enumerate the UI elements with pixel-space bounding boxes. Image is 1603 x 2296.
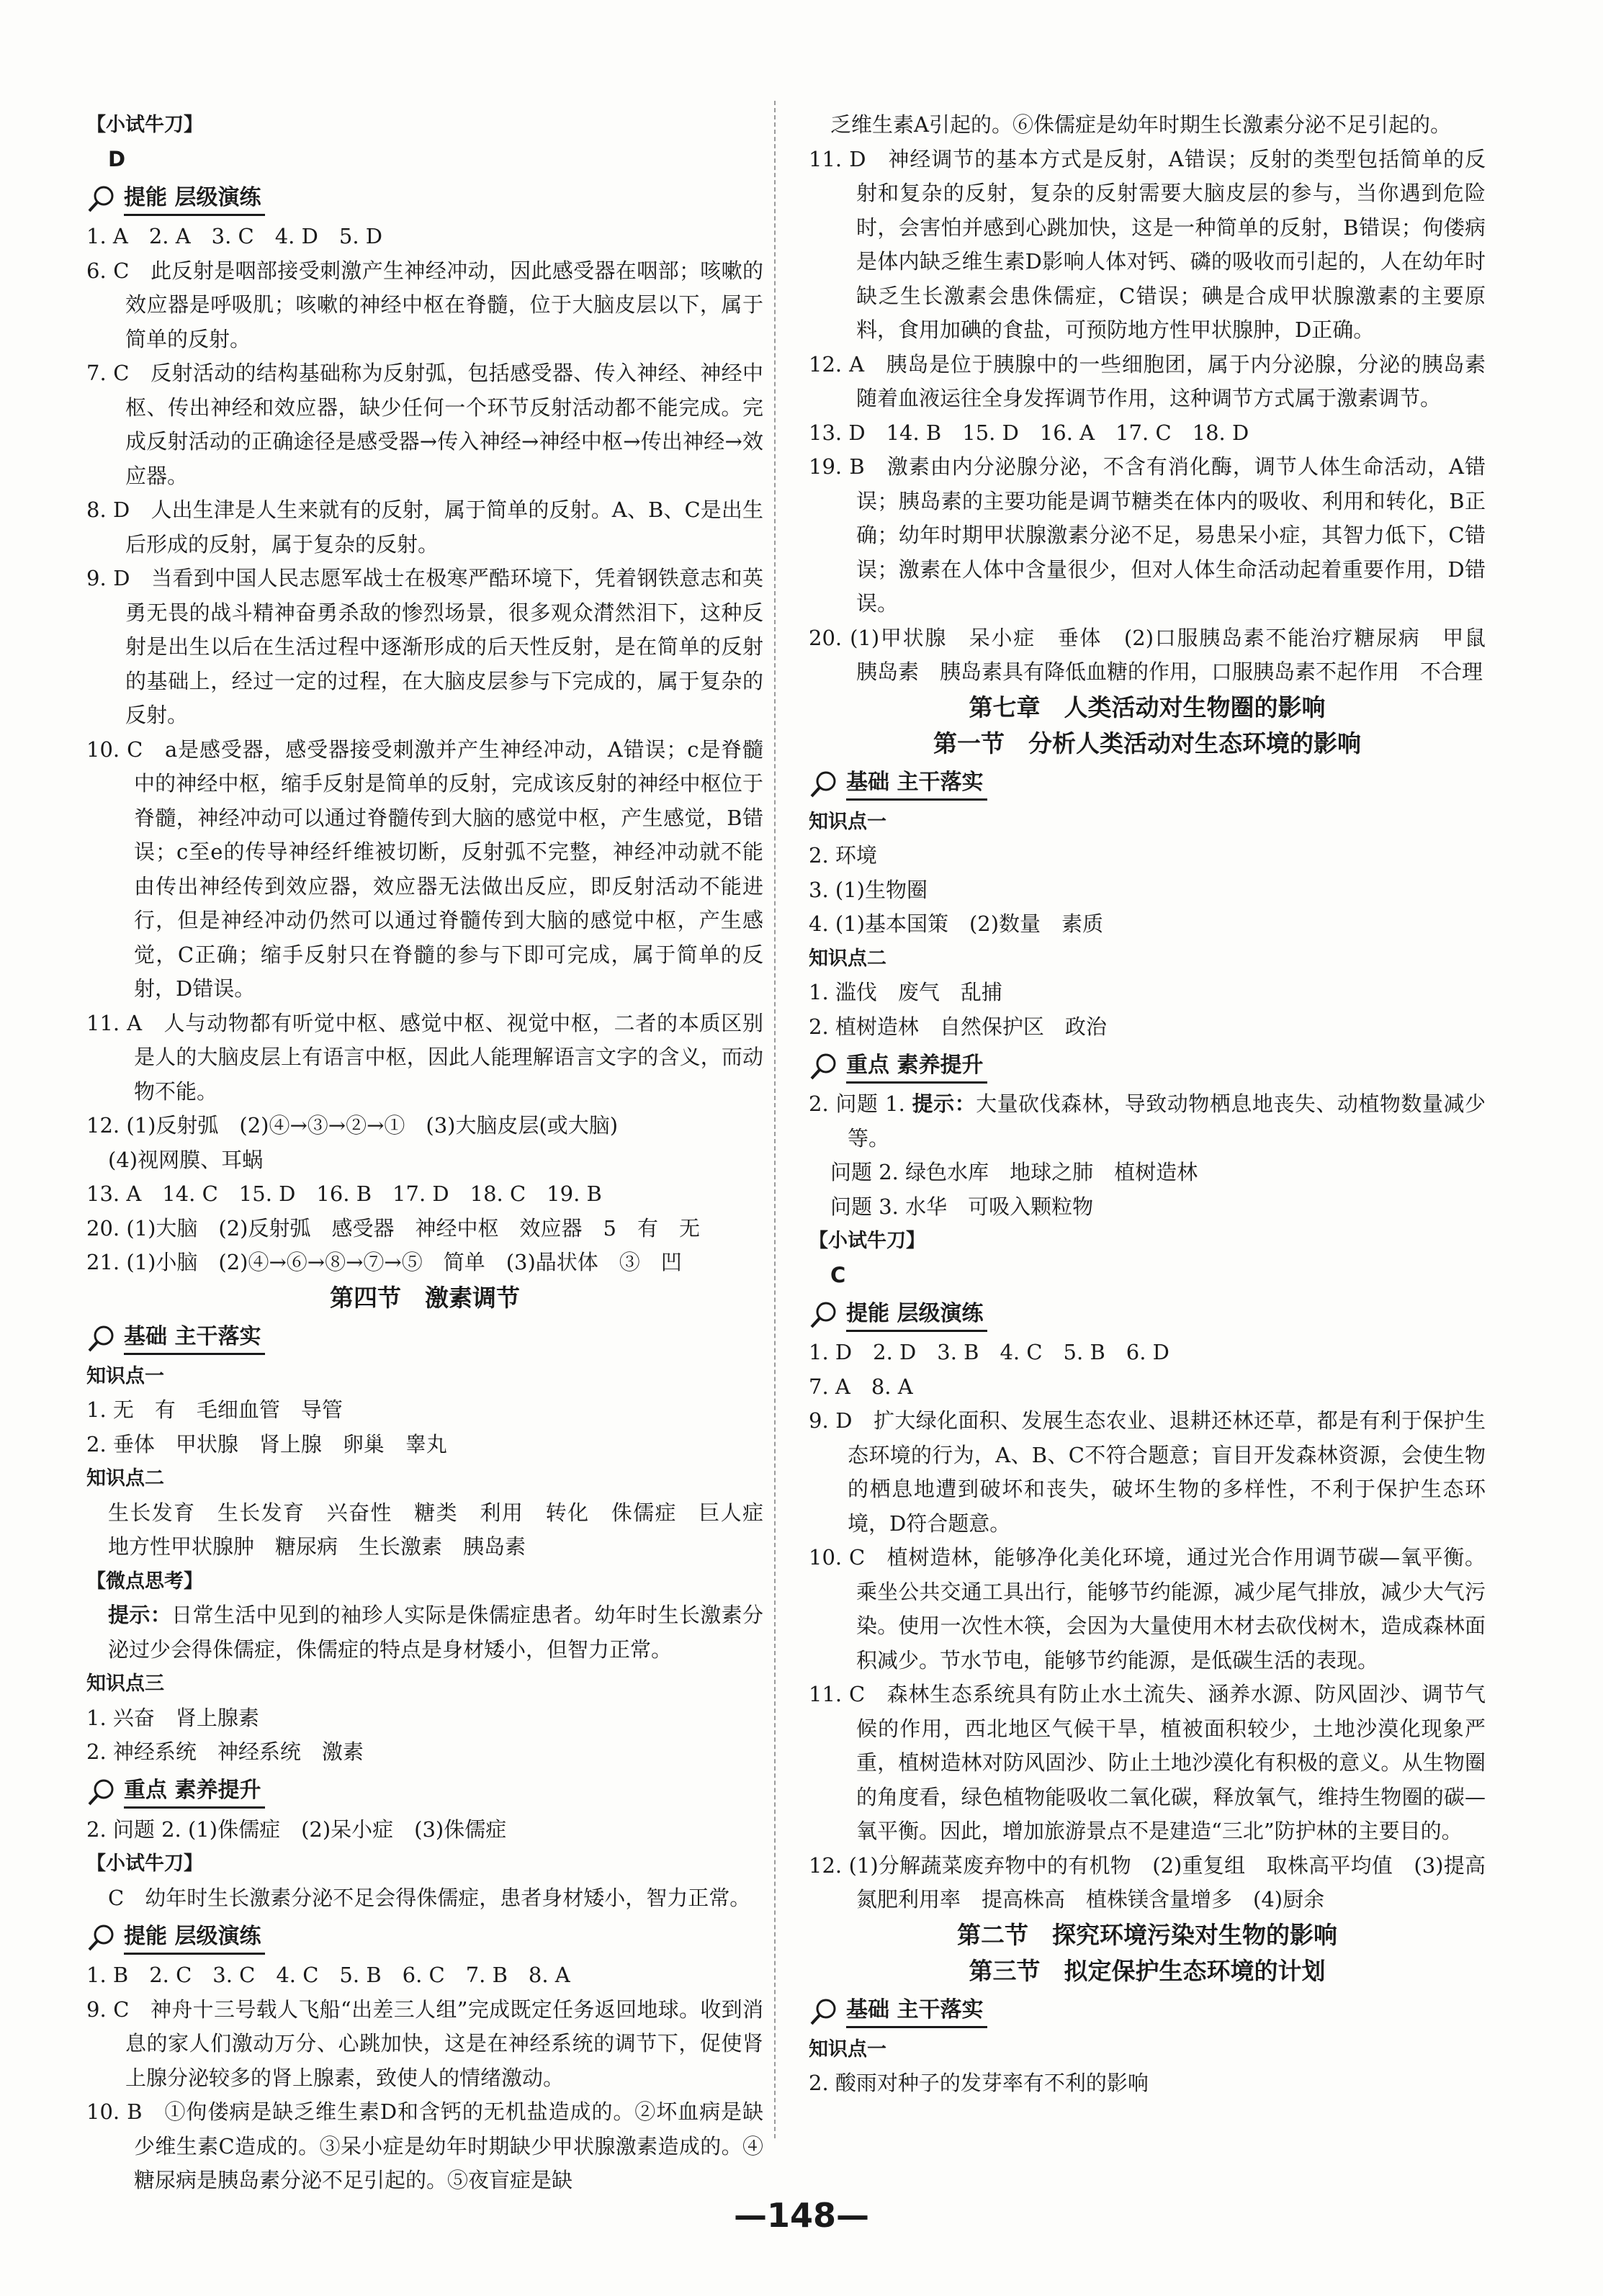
section-title: 基础 主干落实 bbox=[846, 767, 987, 801]
practice-label: 【小试牛刀】 bbox=[809, 1230, 925, 1252]
section-header bbox=[809, 1992, 1486, 2031]
section-title: 重点 素养提升 bbox=[124, 1775, 265, 1809]
hint-body: 日常生活中见到的袖珍人实际是侏儒症患者。幼年时生长激素分泌过少会得侏儒症，侏儒症的特点是身材矮小，但智力正常。 bbox=[108, 1603, 763, 1662]
answer-item: 19. B 激素由内分泌腺分泌，不含有消化酶，调节人体生命活动，A错误；胰岛素的主要功能是调节糖类在体内的吸收、利用和转化，B正确；幼年时期甲状腺激素分泌不足，易患呆小症，其智力低下，C错误；激素在人体中含量很少，但对人体生命活动起着重要作用，D错误。 bbox=[809, 454, 1486, 616]
magnifier-icon bbox=[86, 1323, 120, 1354]
answer-line: 1. 无 有 毛细血管 导管 bbox=[86, 1397, 343, 1422]
section-title: 提能 层级演练 bbox=[124, 182, 265, 216]
answer-item: 21. (1)小脑 (2)④→⑥→⑧→⑦→⑤ 简单 (3)晶状体 ③ 凹 bbox=[86, 1250, 682, 1274]
magnifier-icon bbox=[86, 184, 120, 214]
answer-item: 20. (1)大脑 (2)反射弧 感受器 神经中枢 效应器 5 有 无 bbox=[86, 1215, 700, 1241]
magnifier-icon bbox=[809, 1996, 842, 2027]
answer-line: 1. 滥伐 废气 乱捕 bbox=[809, 980, 1002, 1004]
magnifier-icon bbox=[809, 769, 842, 799]
answer-line: 2. 酸雨对种子的发芽率有不利的影响 bbox=[809, 2071, 1149, 2095]
answer-item: 7. C 反射活动的结构基础称为反射弧，包括感受器、传入神经、神经中枢、传出神经和效应器，缺少任何一个环节反射活动都不能完成。完成反射活动的正确途径是感受器→传入神经→神经中枢→传出神经→效应器。 bbox=[86, 361, 763, 488]
answer-line: 1. D 2. D 3. B 4. C 5. B 6. D bbox=[809, 1340, 1169, 1364]
answer-line: 1. 兴奋 肾上腺素 bbox=[86, 1705, 259, 1730]
hint-body: 大量砍伐森林，导致动物栖息地丧失、动植物数量减少等。 bbox=[848, 1091, 1486, 1151]
answer-line: 2. 植树造林 自然保护区 政治 bbox=[809, 1014, 1107, 1039]
magnifier-icon bbox=[809, 1051, 842, 1081]
answer-item bbox=[809, 1087, 1486, 1156]
column-divider bbox=[774, 101, 776, 2138]
answer-item: 12. A 胰岛是位于胰腺中的一些细胞团，属于内分泌腺，分泌的胰岛素随着血液运往全身发挥调节作用，这种调节方式属于激素调节。 bbox=[809, 351, 1486, 410]
answer-line: C 幼年时生长激素分泌不足会得侏儒症，患者身材矮小，智力正常。 bbox=[108, 1885, 751, 1910]
answer-line: 问题 3. 水华 可吸入颗粒物 bbox=[830, 1194, 1094, 1219]
answer-item: 9. C 神舟十三号载人飞船“出差三人组”完成既定任务返回地球。收到消息的家人们激动万分、心跳加快，这是在神经系统的调节下，促使肾上腺分泌较多的肾上腺素，致使人的情绪激动。 bbox=[86, 1996, 763, 2090]
answer-item: 11. A 人与动物都有听觉中枢、感觉中枢、视觉中枢，二者的本质区别是人的大脑皮层上有语言中枢，因此人能理解语言文字的含义，而动物不能。 bbox=[86, 1010, 763, 1104]
knowledge-point: 知识点一 bbox=[809, 2038, 886, 2061]
section-title: 基础 主干落实 bbox=[124, 1321, 265, 1355]
answer-line: 13. A 14. C 15. D 16. B 17. D 18. C 19. B bbox=[86, 1181, 602, 1206]
section-title: 重点 素养提升 bbox=[846, 1050, 987, 1084]
knowledge-point: 知识点二 bbox=[809, 947, 886, 970]
answer-item: 10. C a是感受器，感受器接受刺激并产生神经冲动，A错误；c是脊髓中的神经中枢，缩手反射是简单的反射，完成该反射的神经中枢位于脊髓，神经冲动可以通过脊髓传到大脑的感觉中枢，产生感觉，B错误；c至e的传导神经纤维被切断，反射弧不完整，神经冲动就不能由传出神经传到效应器，效应器无法做出反应，即反射活动不能进行，但是神经冲动仍然可以通过脊髓传到大脑的感觉中枢，产生感觉，C正确；缩手反射只在脊髓的参与下即可完成，属于简单的反射，D错误。 bbox=[86, 737, 763, 1001]
right-column bbox=[809, 108, 1507, 2101]
question-label: 2. 问题 1. bbox=[809, 1091, 912, 1116]
knowledge-point: 知识点一 bbox=[809, 810, 886, 833]
answer-item: 12. (1)分解蔬菜废弃物中的有机物 (2)重复组 取株高平均值 (3)提高氮肥利用率 提高株高 植株镁含量增多 (4)厨余 bbox=[809, 1852, 1486, 1912]
answer-item: 9. D 当看到中国人民志愿军战士在极寒严酷环境下，凭着钢铁意志和英勇无畏的战斗精神奋勇杀敌的惨烈场景，很多观众潸然泪下，这种反射是出生以后在生活过程中逐渐形成的后天性反射，是在简单的反射的基础上，经过一定的过程，在大脑皮层参与下完成的，属于复杂的反射。 bbox=[86, 566, 763, 727]
answer-line: 2. 问题 2. (1)侏儒症 (2)呆小症 (3)侏儒症 bbox=[86, 1816, 507, 1842]
answer-line: 4. (1)基本国策 (2)数量 素质 bbox=[809, 911, 1104, 936]
magnifier-icon bbox=[86, 1777, 120, 1807]
section-title: 提能 层级演练 bbox=[846, 1298, 987, 1332]
section-header bbox=[86, 1773, 763, 1811]
answer-line: 2. 神经系统 神经系统 激素 bbox=[86, 1739, 364, 1764]
answer-line: 问题 2. 绿色水库 地球之肺 植树造林 bbox=[830, 1160, 1198, 1184]
answer-line: 乏维生素A引起的。⑥侏儒症是幼年时期生长激素分泌不足引起的。 bbox=[830, 112, 1451, 137]
answer: C bbox=[830, 1262, 846, 1287]
answer-item: 11. D 神经调节的基本方式是反射，A错误；反射的类型包括简单的反射和复杂的反射，复杂的反射需要大脑皮层的参与，当你遇到危险时，会害怕并感到心跳加快，这是一种简单的反射，B错误；佝偻病是体内缺乏维生素D影响人体对钙、磷的吸收而引起的，人在幼年时缺乏生长激素会患侏儒症，C错误；碘是合成甲状腺激素的主要原料，食用加碘的食盐，可预防地方性甲状腺肿，D正确。 bbox=[809, 146, 1486, 342]
answer-line: 2. 垂体 甲状腺 肾上腺 卵巢 睾丸 bbox=[86, 1431, 447, 1457]
hint-label: 提示： bbox=[912, 1091, 976, 1116]
answer-line: 7. A 8. A bbox=[809, 1374, 913, 1399]
answer-item: 11. C 森林生态系统具有防止水土流失、涵养水源、防风固沙、调节气候的作用，西北地区气候干旱，植被面积较少，土地沙漠化现象严重，植树造林对防风固沙、防止土地沙漠化有积极的意义。从生物圈的角度看，绿色植物能吸收二氧化碳，释放氧气，维持生物圈的碳—氧平衡。因此，增加旅游景点不是建造“三北”防护林的主要目的。 bbox=[809, 1682, 1486, 1843]
chapter-heading: 第七章 人类活动对生物圈的影响 bbox=[969, 693, 1326, 721]
knowledge-point: 知识点一 bbox=[86, 1364, 164, 1387]
hint-text bbox=[86, 1598, 763, 1667]
section-heading: 第三节 拟定保护生态环境的计划 bbox=[969, 1956, 1326, 1985]
answer-line: 1. A 2. A 3. C 4. D 5. D bbox=[86, 224, 383, 248]
section-heading: 第二节 探究环境污染对生物的影响 bbox=[957, 1920, 1337, 1949]
section-title: 基础 主干落实 bbox=[846, 1994, 987, 2028]
answer-item: 8. D 人出生津是人生来就有的反射，属于简单的反射。A、B、C是出生后形成的反射，属于复杂的反射。 bbox=[86, 498, 763, 557]
section-heading: 第一节 分析人类活动对生态环境的影响 bbox=[933, 729, 1361, 757]
answer-line: 1. B 2. C 3. C 4. C 5. B 6. C 7. B 8. A bbox=[86, 1963, 570, 1987]
answer-item: 10. C 植树造林，能够净化美化环境，通过光合作用调节碳—氧平衡。乘坐公共交通工具出行，能够节约能源，减少尾气排放，减少大气污染。使用一次性木筷，会因为大量使用木材去砍伐树木，造成森林面积减少。节水节电，能够节约能源，是低碳生活的表现。 bbox=[809, 1545, 1486, 1673]
answer-line: 生长发育 生长发育 兴奋性 糖类 利用 转化 侏儒症 巨人症 地方性甲状腺肿 糖尿病 生长激素 胰岛素 bbox=[108, 1500, 785, 1559]
section-heading: 第四节 激素调节 bbox=[330, 1283, 520, 1312]
answer-line: 2. 环境 bbox=[809, 843, 877, 868]
page-number: —148— bbox=[733, 2196, 870, 2235]
answer-line: 3. (1)生物圈 bbox=[809, 877, 928, 902]
answer: D bbox=[108, 146, 126, 171]
answer-item: 10. B ①佝偻病是缺乏维生素D和含钙的无机盐造成的。②坏血病是缺少维生素C造成的。③呆小症是幼年时期缺少甲状腺激素造成的。④糖尿病是胰岛素分泌不足引起的。⑤夜盲症是缺 bbox=[86, 2099, 763, 2192]
left-column bbox=[86, 108, 785, 2198]
section-title: 提能 层级演练 bbox=[124, 1921, 265, 1955]
answer-line: 12. (1)反射弧 (2)④→③→②→① (3)大脑皮层(或大脑) bbox=[86, 1113, 619, 1138]
think-label: 【微点思考】 bbox=[86, 1570, 203, 1593]
hint-label: 提示： bbox=[108, 1603, 172, 1627]
answer-item: 6. C 此反射是咽部接受刺激产生神经冲动，因此感受器在咽部；咳嗽的效应器是呼吸肌；咳嗽的神经中枢在脊髓，位于大脑皮层以下，属于简单的反射。 bbox=[86, 258, 763, 351]
magnifier-icon bbox=[809, 1300, 842, 1330]
section-header bbox=[809, 1047, 1486, 1086]
knowledge-point: 知识点三 bbox=[86, 1673, 164, 1695]
answer-item: 9. D 扩大绿化面积、发展生态农业、退耕还林还草，都是有利于保护生态环境的行为，A、B、C不符合题意；盲目开发森林资源，会使生物的栖息地遭到破坏和丧失，破坏生物的多样性，不利于保护生态环境，D符合题意。 bbox=[809, 1408, 1486, 1536]
answer-line: 13. D 14. B 15. D 16. A 17. C 18. D bbox=[809, 420, 1249, 445]
magnifier-icon bbox=[86, 1922, 120, 1953]
practice-label: 【小试牛刀】 bbox=[86, 114, 203, 136]
answer-item: 20. (1)甲状腺 呆小症 垂体 (2)口服胰岛素不能治疗糖尿病 甲鼠 胰岛素 胰岛素具有降低血糖的作用，口服胰岛素不起作用 不合理 bbox=[809, 625, 1507, 684]
section-header bbox=[86, 1918, 763, 1957]
section-header bbox=[86, 179, 763, 218]
section-header bbox=[809, 765, 1486, 803]
section-header bbox=[809, 1295, 1486, 1334]
section-header bbox=[86, 1319, 763, 1358]
knowledge-point: 知识点二 bbox=[86, 1467, 164, 1490]
answer-line: (4)视网膜、耳蜗 bbox=[108, 1147, 264, 1172]
practice-label: 【小试牛刀】 bbox=[86, 1852, 203, 1875]
